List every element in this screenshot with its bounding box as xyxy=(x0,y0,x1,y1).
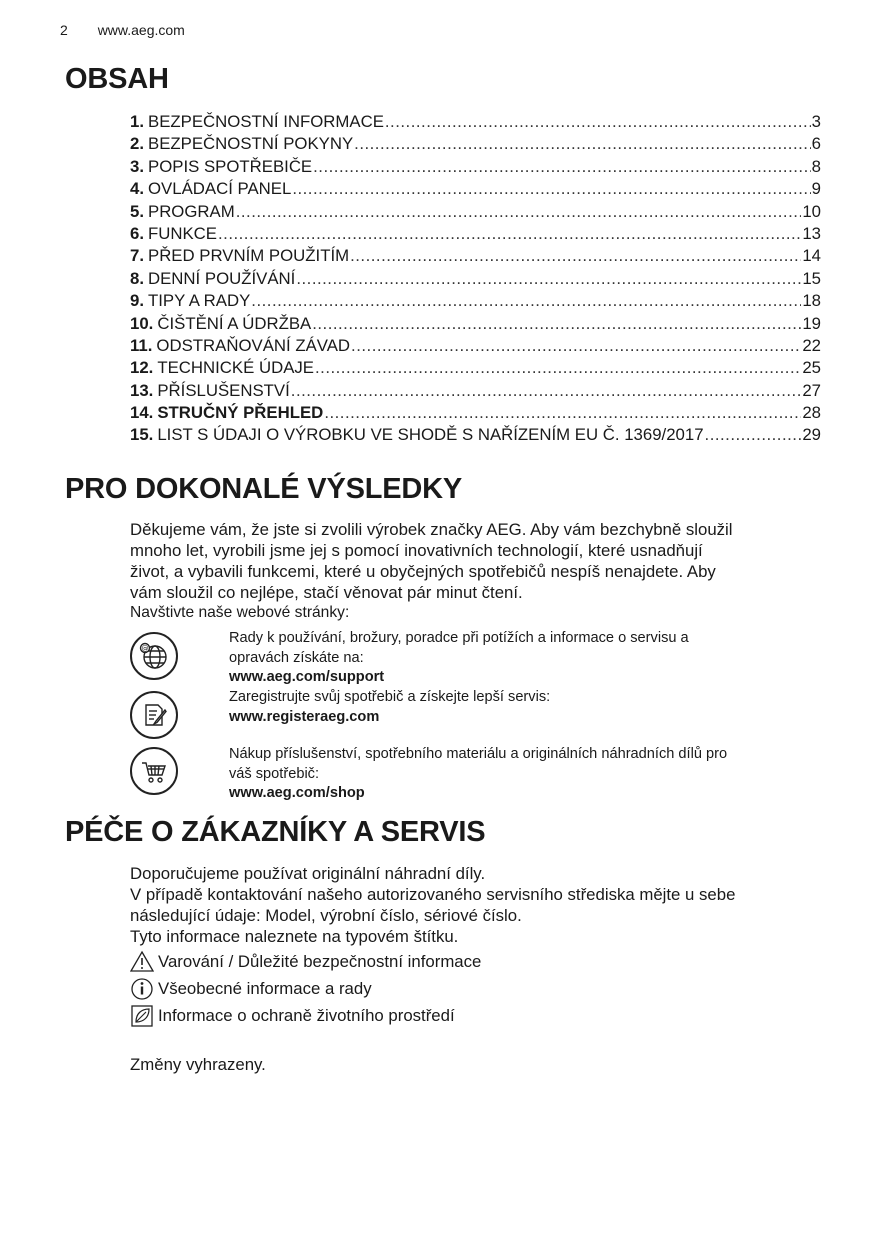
toc-item-page: 28 xyxy=(802,403,821,423)
toc-item xyxy=(130,201,821,223)
toc-leader-dots xyxy=(705,424,802,446)
toc-leader-dots xyxy=(296,268,801,290)
toc-item xyxy=(130,424,821,446)
environment-leaf-icon xyxy=(130,1004,154,1028)
support-description-cont: opravách získáte na: xyxy=(229,649,364,666)
toc-item-page: 19 xyxy=(802,313,821,333)
toc-item xyxy=(130,223,821,245)
service-line: Tyto informace naleznete na typovém štítku. xyxy=(130,927,459,946)
service-line: V případě kontaktování našeho autorizovaného servisního střediska mějte u sebe xyxy=(130,885,736,904)
toc-item-label: ODSTRAŇOVÁNÍ ZÁVAD xyxy=(156,335,351,355)
intro-line: mnoho let, vyrobili jsme jej s pomocí inovativních technologií, které usnadňují xyxy=(130,541,703,560)
toc-item-page: 27 xyxy=(802,380,821,400)
header-site-url: www.aeg.com xyxy=(97,22,185,38)
toc-item-number: 5. xyxy=(130,201,144,221)
support-description: Rady k používání, brožury, poradce při potížích a informace o servisu a xyxy=(229,630,689,646)
toc-title: OBSAH xyxy=(65,63,169,95)
toc-item xyxy=(130,357,821,379)
register-link-text xyxy=(229,688,550,727)
toc-item-label: TIPY A RADY xyxy=(148,291,251,311)
toc-item-label: DENNÍ POUŽÍVÁNÍ xyxy=(148,268,296,288)
toc-item-label: PŘÍSLUŠENSTVÍ xyxy=(157,380,290,400)
toc-item-label: POPIS SPOTŘEBIČE xyxy=(148,156,313,176)
toc-item-number: 10. xyxy=(130,313,154,333)
intro-line: život, a vybavili funkcemi, které u obyčejných spotřebičů nespíš nenajdete. Aby xyxy=(130,562,716,581)
changes-reserved: Změny vyhrazeny. xyxy=(130,1055,266,1074)
toc-leader-dots xyxy=(218,223,801,245)
toc-item-label: LIST S ÚDAJI O VÝROBKU VE SHODĚ S NAŘÍZENÍM EU Č. 1369/2017 xyxy=(157,425,704,445)
toc-item-page: 14 xyxy=(802,246,821,266)
toc-item-page: 6 xyxy=(811,134,821,154)
toc-item-number: 11. xyxy=(130,335,153,355)
support-link-text xyxy=(229,629,689,688)
toc-item-page: 10 xyxy=(802,201,821,221)
toc-leader-dots xyxy=(324,402,801,424)
toc-leader-dots xyxy=(236,201,802,223)
shop-description: Nákup příslušenství, spotřebního materiálu a originálních náhradních dílů pro xyxy=(229,746,728,762)
intro-line: Děkujeme vám, že jste si zvolili výrobek značky AEG. Aby vám bezchybně sloužil xyxy=(130,520,733,539)
toc-item-number: 9. xyxy=(130,291,144,311)
toc-item-label: PŘED PRVNÍM POUŽITÍM xyxy=(148,246,350,266)
info-note xyxy=(130,977,372,1001)
toc-item xyxy=(130,313,821,335)
toc-leader-dots xyxy=(292,178,810,200)
toc-item-number: 13. xyxy=(130,380,154,400)
toc-item-page: 18 xyxy=(802,291,821,311)
toc-item-number: 2. xyxy=(130,134,144,154)
visit-website-text: Navštivte naše webové stránky: xyxy=(130,604,350,621)
register-link-row xyxy=(130,688,820,744)
toc-item-number: 4. xyxy=(130,179,144,199)
toc-item-label: BEZPEČNOSTNÍ INFORMACE xyxy=(148,112,384,131)
warning-note-text: Varování / Důležité bezpečnostní informace xyxy=(158,952,482,971)
shop-url[interactable]: www.aeg.com/shop xyxy=(229,785,365,801)
service-text xyxy=(130,863,830,947)
register-document-icon xyxy=(130,691,178,739)
globe-at-icon xyxy=(130,632,178,680)
toc-leader-dots xyxy=(291,380,802,402)
toc-item-number: 15. xyxy=(130,425,154,445)
results-title: PRO DOKONALÉ VÝSLEDKY xyxy=(65,473,463,505)
toc-item-label: TECHNICKÉ ÚDAJE xyxy=(157,358,314,378)
toc-item xyxy=(130,268,821,290)
support-url[interactable]: www.aeg.com/support xyxy=(229,669,385,685)
toc-item-label: BEZPEČNOSTNÍ POKYNY xyxy=(148,134,354,154)
toc-item xyxy=(130,111,821,133)
toc-item-page: 13 xyxy=(802,223,821,243)
toc-leader-dots xyxy=(312,313,801,335)
shop-description-cont: váš spotřebič: xyxy=(229,765,320,782)
toc-item-page: 9 xyxy=(811,179,821,199)
toc-item-number: 12. xyxy=(130,358,154,378)
toc-item-number: 14. xyxy=(130,403,154,423)
toc-item-label: OVLÁDACÍ PANEL xyxy=(148,179,292,199)
toc-item xyxy=(130,402,821,424)
toc-leader-dots xyxy=(350,245,801,267)
toc-item-number: 8. xyxy=(130,268,144,288)
toc-item xyxy=(130,245,821,267)
toc-leader-dots xyxy=(354,133,811,155)
info-note-text: Všeobecné informace a rady xyxy=(158,979,372,998)
toc-item-label: ČIŠTĚNÍ A ÚDRŽBA xyxy=(157,313,312,333)
table-of-contents xyxy=(130,111,821,447)
toc-item xyxy=(130,290,821,312)
toc-item-page: 8 xyxy=(811,156,821,176)
toc-item-page: 22 xyxy=(802,335,821,355)
toc-leader-dots xyxy=(313,156,811,178)
environment-note-text: Informace o ochraně životního prostředí xyxy=(158,1006,455,1025)
toc-item xyxy=(130,380,821,402)
shop-link-text xyxy=(229,745,727,804)
register-description: Zaregistrujte svůj spotřebič a získejte lepší servis: xyxy=(229,689,551,705)
toc-item-number: 1. xyxy=(130,112,144,131)
warning-triangle-icon xyxy=(130,950,154,974)
toc-item-page: 29 xyxy=(802,425,821,445)
register-url[interactable]: www.registeraeg.com xyxy=(229,708,380,725)
toc-item xyxy=(130,156,821,178)
page-header xyxy=(60,22,185,38)
page-number: 2 xyxy=(60,22,68,38)
toc-item-page: 25 xyxy=(802,358,821,378)
toc-item-page: 3 xyxy=(811,112,821,131)
svg-text:@: @ xyxy=(141,644,149,653)
toc-leader-dots xyxy=(351,335,801,357)
toc-item-label: PROGRAM xyxy=(148,201,235,221)
info-icon xyxy=(130,977,154,1001)
environment-note xyxy=(130,1004,455,1028)
toc-leader-dots xyxy=(315,357,801,379)
toc-item-page: 15 xyxy=(802,268,821,288)
toc-item-number: 3. xyxy=(130,156,144,176)
results-intro xyxy=(130,519,830,623)
toc-item-number: 6. xyxy=(130,223,144,243)
shopping-cart-icon xyxy=(130,747,178,795)
service-line: následující údaje: Model, výrobní číslo, sériové číslo. xyxy=(130,906,522,925)
toc-item xyxy=(130,335,821,357)
support-link-row xyxy=(130,629,820,689)
toc-item xyxy=(130,133,821,155)
toc-item-number: 7. xyxy=(130,246,144,266)
toc-item-label: FUNKCE xyxy=(148,223,217,243)
service-line: Doporučujeme používat originální náhradní díly. xyxy=(130,864,486,883)
toc-leader-dots xyxy=(251,290,801,312)
toc-item-label: STRUČNÝ PŘEHLED xyxy=(157,403,324,423)
warning-note xyxy=(130,950,481,974)
toc-leader-dots xyxy=(385,111,811,133)
intro-line: vám sloužil co nejlépe, stačí věnovat pár minut čtení. xyxy=(130,583,523,602)
toc-item xyxy=(130,178,821,200)
service-title: PÉČE O ZÁKAZNÍKY A SERVIS xyxy=(65,816,486,848)
shop-link-row xyxy=(130,745,820,805)
